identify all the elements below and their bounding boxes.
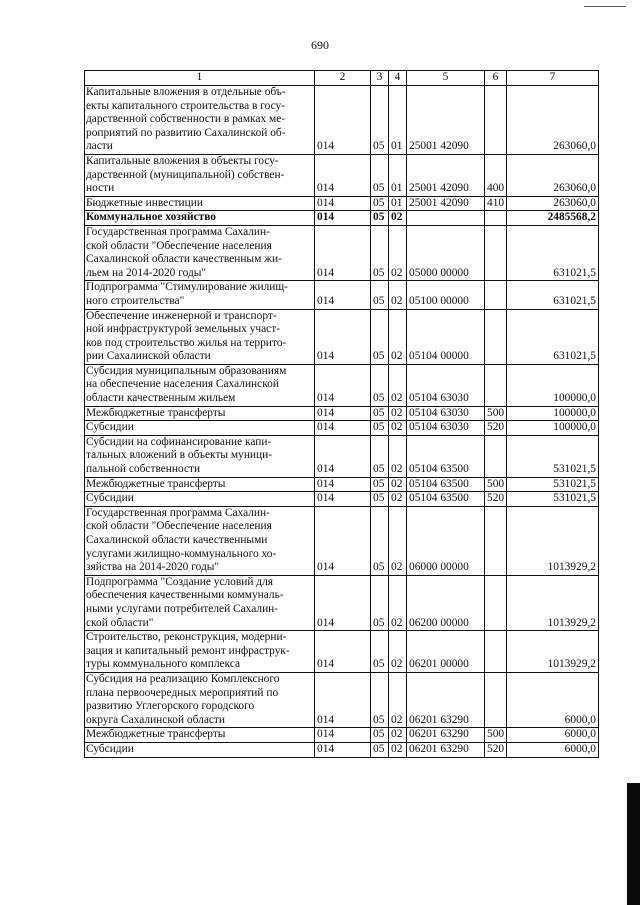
row-cell-c6	[485, 364, 507, 406]
page-number: 690	[311, 38, 329, 52]
row-cell-c3: 05	[371, 406, 389, 421]
row-cell-c4: 02	[389, 492, 407, 507]
row-cell-c3: 05	[371, 225, 389, 280]
row-name-cell: Государственная программа Сахалин- ской области "Обеспечение населения Сахалинской области качественными услугами жилищно-коммунального хо- зяйства на 2014-2020 годы"	[85, 506, 315, 575]
row-cell-c5: 06000 00000	[407, 506, 485, 575]
row-cell-c5: 05104 00000	[407, 309, 485, 364]
row-cell-c4: 02	[389, 364, 407, 406]
row-name-cell: Субсидия на реализацию Комплексного плана первоочередных мероприятий по развитию Углегорского городского округа Сахалинской области	[85, 672, 315, 727]
row-cell-c7: 1013929,2	[507, 575, 599, 630]
row-cell-c3: 05	[371, 309, 389, 364]
row-cell-c4: 02	[389, 477, 407, 492]
row-cell-c3: 05	[371, 154, 389, 196]
row-cell-c6	[485, 225, 507, 280]
header-col-5: 5	[407, 71, 485, 86]
row-cell-c4: 02	[389, 575, 407, 630]
header-col-2: 2	[315, 71, 371, 86]
table-row	[85, 281, 599, 309]
row-name-cell: Межбюджетные трансферты	[85, 728, 315, 743]
table-row	[85, 506, 599, 575]
scan-mark	[584, 6, 626, 7]
row-cell-c6	[485, 309, 507, 364]
row-cell-c4: 02	[389, 281, 407, 309]
row-cell-c2: 014	[315, 477, 371, 492]
row-cell-c5: 25001 42090	[407, 154, 485, 196]
row-cell-c5: 05104 63500	[407, 477, 485, 492]
row-cell-c5: 25001 42090	[407, 86, 485, 155]
header-col-6: 6	[485, 71, 507, 86]
header-col-4: 4	[389, 71, 407, 86]
row-name-cell: Коммунальное хозяйство	[85, 211, 315, 226]
row-cell-c4: 02	[389, 435, 407, 477]
row-cell-c4: 02	[389, 631, 407, 673]
row-cell-c6: 500	[485, 406, 507, 421]
row-cell-c4: 02	[389, 672, 407, 727]
row-cell-c3: 05	[371, 631, 389, 673]
table-row	[85, 364, 599, 406]
row-cell-c2: 014	[315, 211, 371, 226]
row-cell-c3: 05	[371, 196, 389, 211]
row-name-cell: Субсидии	[85, 492, 315, 507]
row-cell-c3: 05	[371, 742, 389, 757]
header-col-1: 1	[85, 71, 315, 86]
row-cell-c3: 05	[371, 575, 389, 630]
row-cell-c4: 02	[389, 728, 407, 743]
row-cell-c6	[485, 435, 507, 477]
row-cell-c5: 05100 00000	[407, 281, 485, 309]
row-cell-c5: 05104 63030	[407, 406, 485, 421]
row-name-cell: Межбюджетные трансферты	[85, 477, 315, 492]
row-cell-c2: 014	[315, 154, 371, 196]
row-cell-c7: 531021,5	[507, 435, 599, 477]
table-header-row	[85, 71, 599, 86]
row-cell-c4: 02	[389, 742, 407, 757]
row-cell-c5: 06200 00000	[407, 575, 485, 630]
table-row	[85, 672, 599, 727]
row-cell-c3: 05	[371, 421, 389, 436]
row-cell-c6: 520	[485, 421, 507, 436]
row-cell-c7: 631021,5	[507, 309, 599, 364]
row-cell-c7: 100000,0	[507, 364, 599, 406]
row-cell-c4: 02	[389, 406, 407, 421]
row-cell-c3: 05	[371, 477, 389, 492]
table-row	[85, 154, 599, 196]
row-cell-c2: 014	[315, 435, 371, 477]
table-row	[85, 406, 599, 421]
row-cell-c4: 02	[389, 506, 407, 575]
row-cell-c2: 014	[315, 631, 371, 673]
row-cell-c5: 05000 00000	[407, 225, 485, 280]
row-cell-c4: 02	[389, 421, 407, 436]
row-cell-c5: 25001 42090	[407, 196, 485, 211]
row-cell-c7: 100000,0	[507, 406, 599, 421]
row-cell-c6	[485, 506, 507, 575]
row-cell-c5: 06201 63290	[407, 728, 485, 743]
table-row	[85, 86, 599, 155]
row-cell-c6	[485, 631, 507, 673]
row-cell-c7: 1013929,2	[507, 506, 599, 575]
row-cell-c5: 05104 63500	[407, 435, 485, 477]
table-row	[85, 575, 599, 630]
row-cell-c4: 02	[389, 225, 407, 280]
row-cell-c3: 05	[371, 728, 389, 743]
row-cell-c2: 014	[315, 364, 371, 406]
table-row	[85, 631, 599, 673]
row-cell-c4: 01	[389, 86, 407, 155]
table-row	[85, 196, 599, 211]
row-cell-c5: 05104 63030	[407, 364, 485, 406]
row-cell-c3: 05	[371, 281, 389, 309]
row-name-cell: Субсидии на софинансирование капи- тальных вложений в объекты муници- пальной собственности	[85, 435, 315, 477]
row-name-cell: Бюджетные инвестиции	[85, 196, 315, 211]
row-cell-c6: 400	[485, 154, 507, 196]
scan-edge-bar	[627, 783, 640, 905]
row-cell-c7: 6000,0	[507, 728, 599, 743]
row-cell-c7: 263060,0	[507, 154, 599, 196]
row-cell-c7: 6000,0	[507, 742, 599, 757]
table-row	[85, 492, 599, 507]
row-name-cell: Межбюджетные трансферты	[85, 406, 315, 421]
row-cell-c2: 014	[315, 421, 371, 436]
row-cell-c6: 410	[485, 196, 507, 211]
budget-table	[84, 70, 599, 758]
row-cell-c7: 531021,5	[507, 492, 599, 507]
row-cell-c2: 014	[315, 742, 371, 757]
table-row	[85, 211, 599, 226]
row-cell-c6	[485, 86, 507, 155]
row-cell-c3: 05	[371, 672, 389, 727]
row-name-cell: Капитальные вложения в объекты госу- дарственной (муниципальной) собствен- ности	[85, 154, 315, 196]
row-cell-c2: 014	[315, 492, 371, 507]
row-cell-c3: 05	[371, 435, 389, 477]
row-cell-c5: 05104 63500	[407, 492, 485, 507]
table-row	[85, 477, 599, 492]
table-row	[85, 421, 599, 436]
row-cell-c7: 1013929,2	[507, 631, 599, 673]
row-name-cell: Субсидии	[85, 421, 315, 436]
row-cell-c2: 014	[315, 225, 371, 280]
row-cell-c7: 6000,0	[507, 672, 599, 727]
row-cell-c6	[485, 575, 507, 630]
row-name-cell: Государственная программа Сахалин- ской области "Обеспечение населения Сахалинской области качественным жи- льем на 2014-2020 годы"	[85, 225, 315, 280]
row-cell-c6	[485, 672, 507, 727]
row-name-cell: Субсидии	[85, 742, 315, 757]
header-col-7: 7	[507, 71, 599, 86]
row-cell-c6: 520	[485, 742, 507, 757]
row-cell-c2: 014	[315, 196, 371, 211]
row-cell-c5	[407, 211, 485, 226]
row-name-cell: Капитальные вложения в отдельные объ- екты капитального строительства в госу- дарственной собственности в рамках ме- роприятий по развитию Сахалинской об- ласти	[85, 86, 315, 155]
table-row	[85, 728, 599, 743]
table-row	[85, 225, 599, 280]
header-col-3: 3	[371, 71, 389, 86]
row-cell-c4: 02	[389, 309, 407, 364]
row-cell-c2: 014	[315, 728, 371, 743]
row-cell-c3: 05	[371, 86, 389, 155]
row-name-cell: Подпрограмма "Создание условий для обеспечения качественными коммуналь- ными услугами потребителей Сахалин- ской области"	[85, 575, 315, 630]
row-name-cell: Подпрограмма "Стимулирование жилищ- ного строительства"	[85, 281, 315, 309]
row-cell-c5: 06201 00000	[407, 631, 485, 673]
row-cell-c7: 531021,5	[507, 477, 599, 492]
row-cell-c6: 500	[485, 728, 507, 743]
row-cell-c6: 500	[485, 477, 507, 492]
row-cell-c7: 631021,5	[507, 225, 599, 280]
row-cell-c3: 05	[371, 364, 389, 406]
row-name-cell: Обеспечение инженерной и транспорт- ной инфраструктурой земельных участ- ков под строительство жилья на террито- рии Сахалинской области	[85, 309, 315, 364]
row-cell-c6: 520	[485, 492, 507, 507]
row-cell-c2: 014	[315, 506, 371, 575]
row-cell-c4: 01	[389, 196, 407, 211]
row-cell-c3: 05	[371, 506, 389, 575]
table-row	[85, 435, 599, 477]
row-name-cell: Субсидия муниципальным образованиям на обеспечение населения Сахалинской области качественным жильем	[85, 364, 315, 406]
row-cell-c4: 02	[389, 211, 407, 226]
row-cell-c2: 014	[315, 406, 371, 421]
row-cell-c2: 014	[315, 672, 371, 727]
row-cell-c4: 01	[389, 154, 407, 196]
row-cell-c2: 014	[315, 86, 371, 155]
row-name-cell: Строительство, реконструкция, модерни- зация и капитальный ремонт инфраструк- туры коммунального комплекса	[85, 631, 315, 673]
row-cell-c2: 014	[315, 309, 371, 364]
row-cell-c7: 631021,5	[507, 281, 599, 309]
row-cell-c2: 014	[315, 281, 371, 309]
row-cell-c3: 05	[371, 492, 389, 507]
row-cell-c7: 263060,0	[507, 86, 599, 155]
row-cell-c7: 2485568,2	[507, 211, 599, 226]
row-cell-c5: 06201 63290	[407, 742, 485, 757]
row-cell-c5: 06201 63290	[407, 672, 485, 727]
table-row	[85, 742, 599, 757]
row-cell-c2: 014	[315, 575, 371, 630]
table-row	[85, 309, 599, 364]
row-cell-c7: 263060,0	[507, 196, 599, 211]
row-cell-c6	[485, 211, 507, 226]
row-cell-c7: 100000,0	[507, 421, 599, 436]
row-cell-c3: 05	[371, 211, 389, 226]
row-cell-c6	[485, 281, 507, 309]
row-cell-c5: 05104 63030	[407, 421, 485, 436]
